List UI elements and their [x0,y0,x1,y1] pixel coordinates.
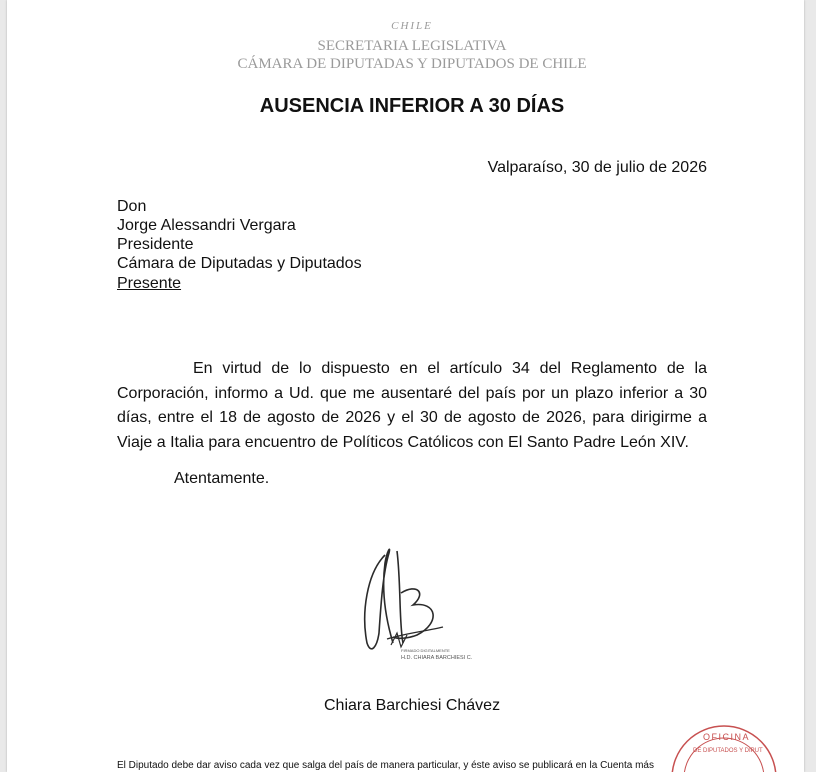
crest-label: CHILE [391,20,433,32]
address-institution: Cámara de Diputadas y Diputados [117,255,362,272]
header-line-2: CÁMARA DE DIPUTADAS Y DIPUTADOS DE CHILE [237,56,587,72]
svg-text:H.D. CHIARA BARCHIESI C.: H.D. CHIARA BARCHIESI C. [401,655,472,661]
body-paragraph: En virtud de lo dispuesto en el artículo 34 del Reglamento de la Corporación, informo a Ud. que me ausentaré del país por un plazo inferior a 30 días, entre el 18 de agosto de 2026 y el 30 de agosto de 2026, para dirigirme a Viaje a Italia para encuentro de Políticos Católicos con El Santo Padre León XIV. [117,360,707,451]
address-presente: Presente [117,275,182,292]
handwritten-signature-icon [357,543,472,668]
address-name: Jorge Alessandri Vergara [117,217,296,234]
document-title: AUSENCIA INFERIOR A 30 DÍAS [259,95,565,117]
document-page [7,0,804,772]
header-line-1: SECRETARIA LEGISLATIVA [317,38,507,54]
footnote: El Diputado debe dar aviso cada vez que salga del país de manera particular, y éste aviso se publicará en la Cuenta más [117,760,654,771]
address-position: Presidente [117,236,194,253]
svg-text:DE DIPUTADOS Y DIPUT: DE DIPUTADOS Y DIPUT [693,748,763,754]
signer-name: Chiara Barchiesi Chávez [324,697,501,714]
address-salutation: Don [117,198,147,215]
svg-text:FIRMADO DIGITALMENTE: FIRMADO DIGITALMENTE [401,648,450,653]
crest-emblem-icon [347,0,477,12]
closing-line: Atentamente. [174,470,270,487]
office-stamp-icon [667,720,782,772]
svg-text:OFICINA: OFICINA [703,732,751,742]
date-line: Valparaíso, 30 de julio de 2026 [487,159,707,176]
